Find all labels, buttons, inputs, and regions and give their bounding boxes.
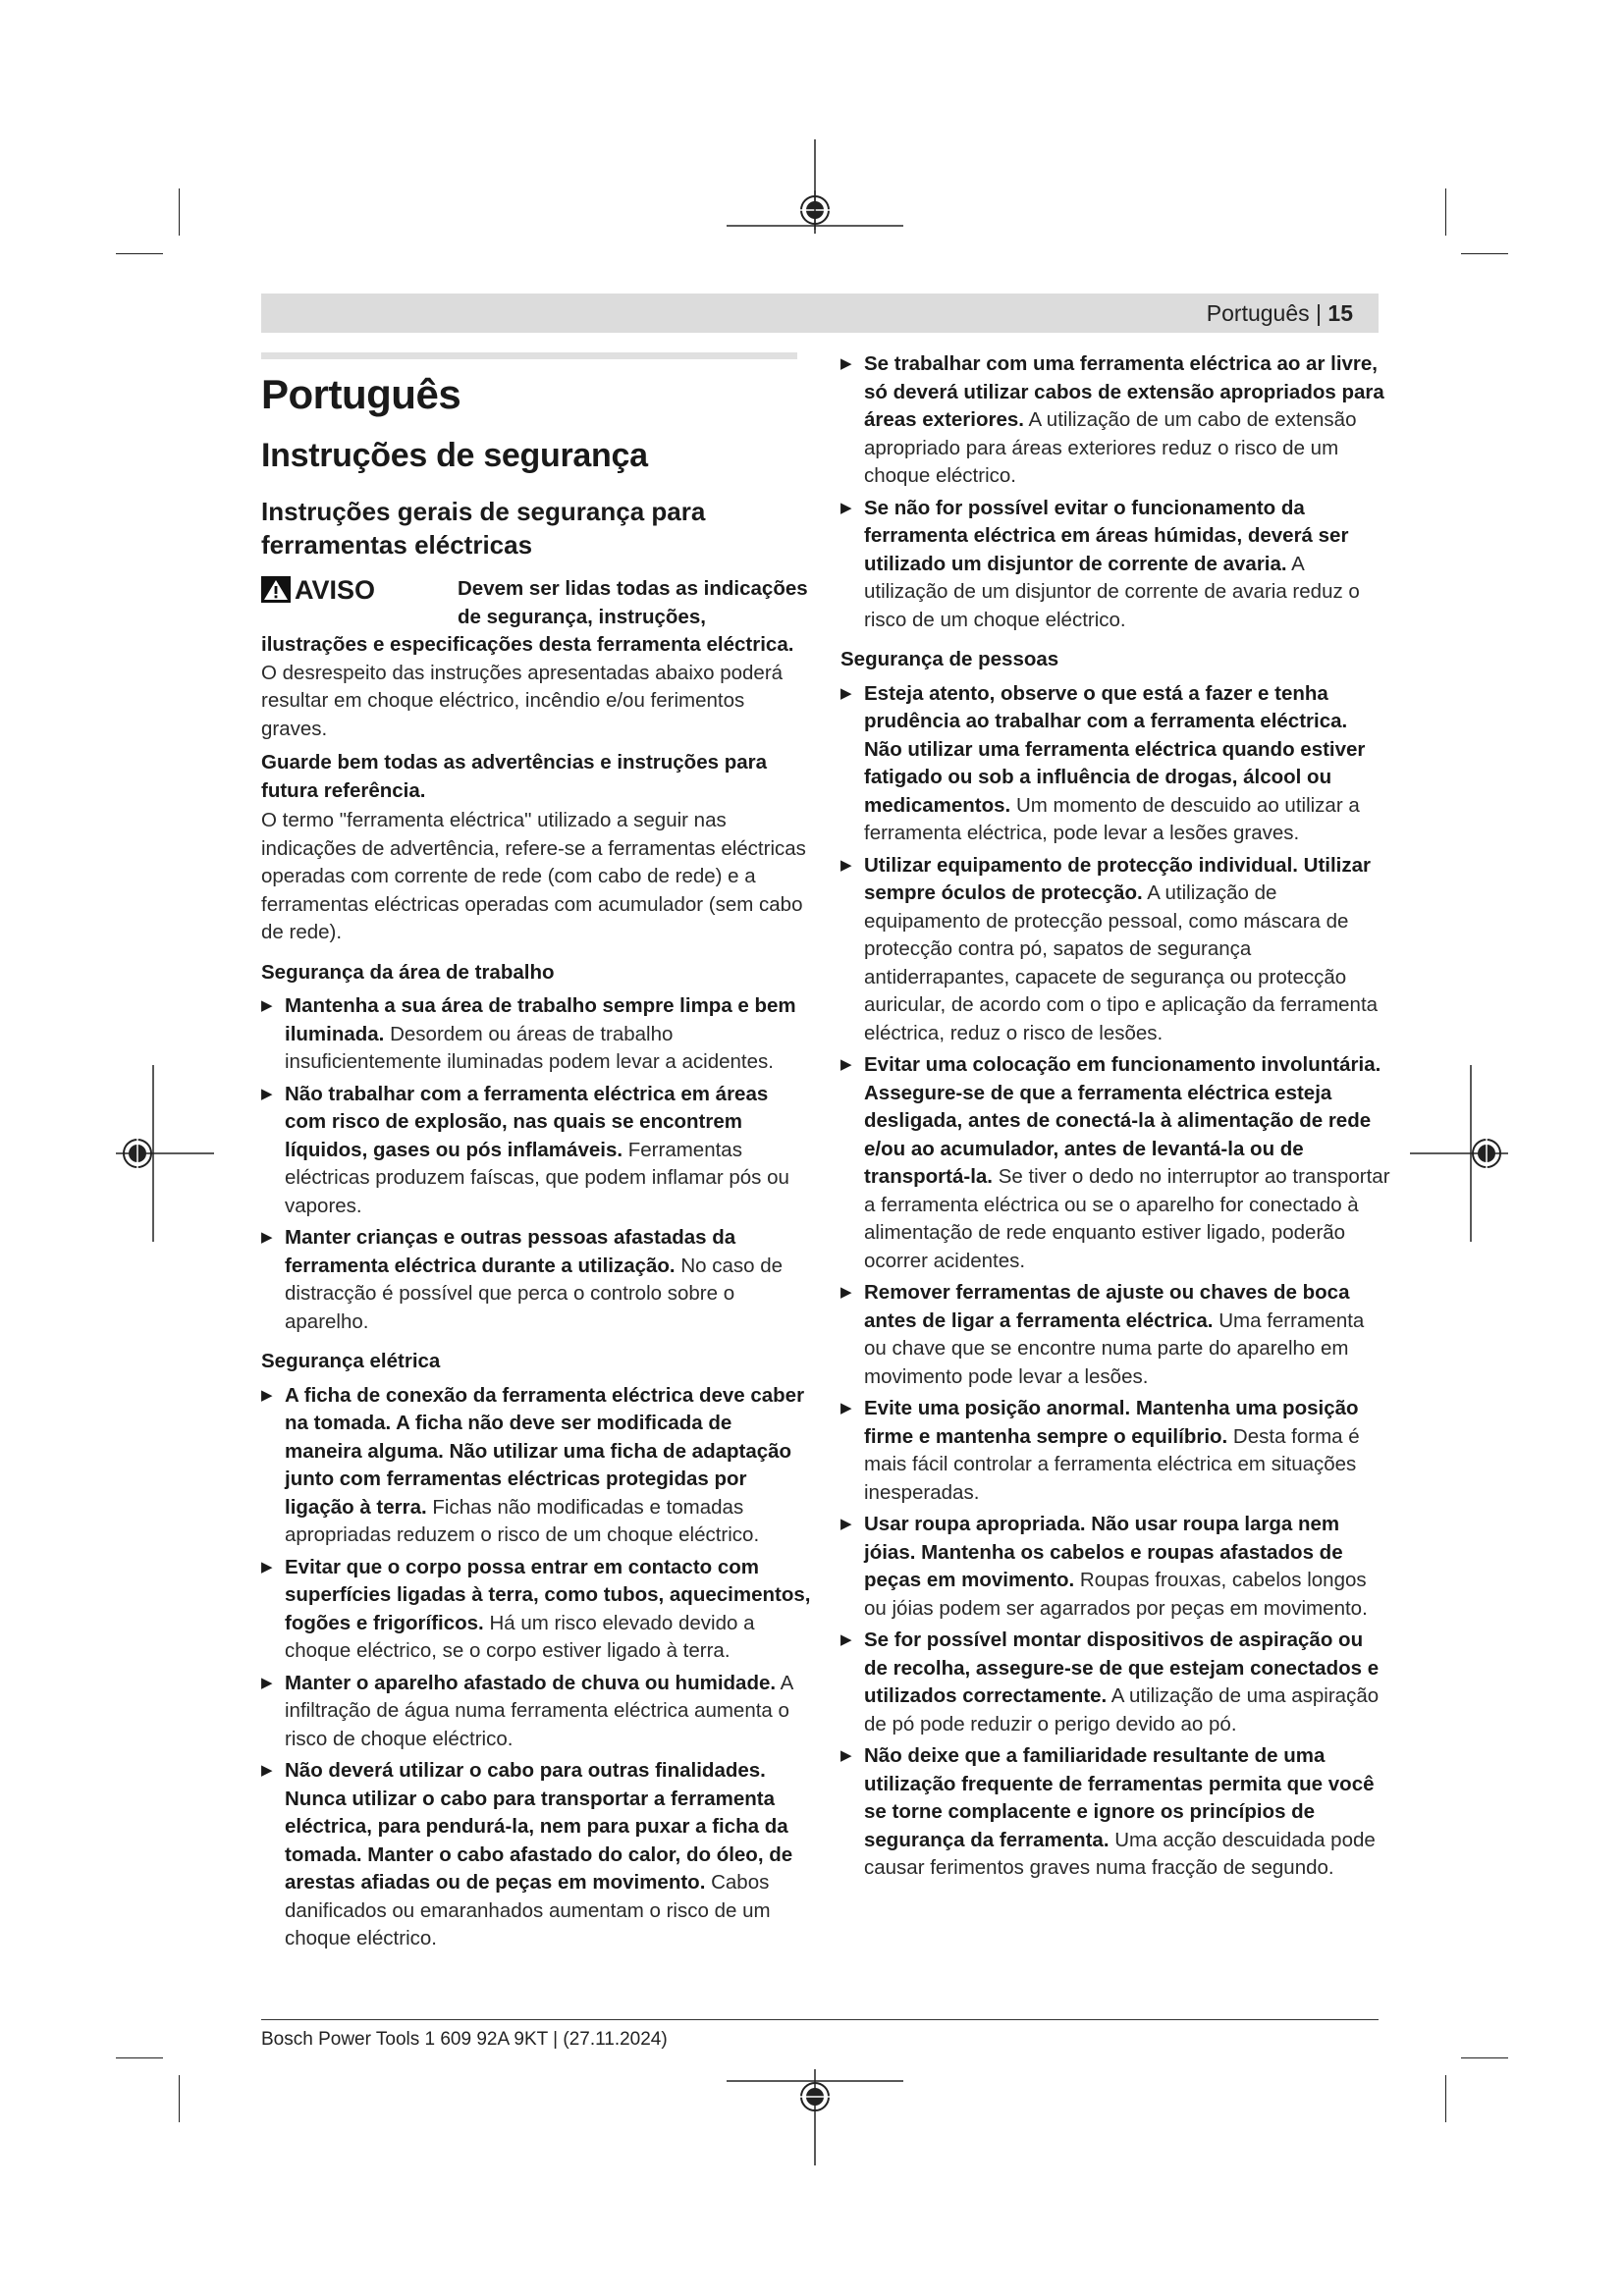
item-text: A utilização de uma aspiração de pó pode reduzir o perigo devido ao pó. [864,1684,1380,1735]
registration-mark-icon [727,137,903,236]
item-text: A utilização de equipamento de protecção pessoal, como máscara de protecção contra pó, sapatos de segurança antiderrapantes, capacete de segurança ou protecção auricular, de acordo com o tipo e aplicação da ferramenta eléctrica, reduz o risco de lesões. [864,881,1379,1044]
list-item [261,1224,811,1336]
crop-mark [179,2075,180,2122]
triangle-bullet-icon: ▶ [840,1747,852,1764]
item-text: A utilização de um disjuntor de corrente de avaria reduz o risco de um choque eléctrico. [864,552,1360,631]
list-item [840,1742,1390,1883]
triangle-bullet-icon: ▶ [261,997,273,1014]
item-text: Uma acção descuidada pode causar ferimentos graves numa fracção de segundo. [864,1828,1376,1879]
list-item [840,1395,1390,1507]
item-bold: Se for possível montar dispositivos de aspiração ou de recolha, assegure-se de que estejam conectados e utilizados correctamente. [864,1629,1380,1707]
triangle-bullet-icon: ▶ [261,1762,273,1779]
item-bold: Não deixe que a familiaridade resultante de uma utilização frequente de ferramentas permita que você se torne complacente e ignore os princípios de segurança da ferramenta. [864,1744,1375,1851]
item-text: Fichas não modificadas e tomadas apropriadas reduzem o risco de um choque eléctrico. [285,1495,760,1546]
item-text: Uma ferramenta ou chave que se encontre numa parte do aparelho em movimento pode levar a lesões. [864,1308,1365,1388]
item-bold: Utilizar equipamento de protecção individual. Utilizar sempre óculos de protecção. [864,853,1372,904]
heading-work-area: Segurança da área de trabalho [261,960,555,984]
page-header [261,294,1379,333]
keep-instructions: Guarde bem todas as advertências e instruções para futura referência. [261,751,767,802]
left-column [261,369,811,1957]
triangle-bullet-icon: ▶ [840,1400,852,1416]
crop-mark [1445,188,1446,236]
item-text: Desordem ou áreas de trabalho insuficientemente iluminadas podem levar a acidentes. [285,1022,774,1073]
column-rule [261,352,797,359]
footer-text: Bosch Power Tools 1 609 92A 9KT | (27.11.2024) [261,2029,668,2050]
item-text: A utilização de um cabo de extensão apropriado para áreas exteriores reduz o risco de um choque eléctrico. [864,408,1357,487]
list-item [840,1051,1390,1275]
list-item [840,1627,1390,1738]
page-number: 15 [1327,300,1353,326]
list-item [840,680,1390,848]
electric-list-continued [840,350,1390,634]
crop-mark [179,188,180,236]
language-title: Português [261,371,461,417]
section-title: Instruções de segurança [261,437,648,474]
item-bold: Não trabalhar com a ferramenta eléctrica em áreas com risco de explosão, nas quais se encontrem líquidos, gases ou pós inflamáveis. [285,1082,769,1161]
item-text: Ferramentas eléctricas produzem faíscas, que podem inflamar pós ou vapores. [285,1138,789,1217]
crop-mark [116,2057,163,2058]
list-item [840,350,1390,491]
triangle-bullet-icon: ▶ [261,1674,273,1691]
crop-mark [116,253,163,254]
list-item [840,852,1390,1048]
registration-mark-icon [1410,1065,1508,1242]
item-bold: Evitar uma colocação em funcionamento involuntária. Assegure-se de que a ferramenta eléctrica esteja desligada, antes de conectá-la à alimentação de rede e/ou ao acumulador, antes de levantá-la ou de transportá-la. [864,1053,1381,1188]
list-item [261,1670,811,1754]
triangle-bullet-icon: ▶ [840,1056,852,1073]
triangle-bullet-icon: ▶ [261,1386,273,1404]
item-text: Desta forma é mais fácil controlar a ferramenta eléctrica em situações inesperadas. [864,1424,1360,1504]
list-item [261,1382,811,1550]
item-bold: Se não for possível evitar o funcionamento da ferramenta eléctrica em áreas húmidas, deverá ser utilizado um disjuntor de corrente de avaria. [864,496,1349,575]
warning-text: O desrespeito das instruções apresentadas abaixo poderá resultar em choque eléctrico, incêndio e/ou ferimentos graves. [261,661,784,740]
triangle-bullet-icon: ▶ [840,684,852,702]
warning-bold-text: Devem ser lidas todas as indicações de segurança, instruções, ilustrações e especificações desta ferramenta eléctrica. [261,577,808,656]
warning-block [261,573,811,743]
item-text: Cabos danificados ou emaranhados aumentam o risco de um choque eléctrico. [285,1871,771,1949]
triangle-bullet-icon: ▶ [840,1284,852,1301]
item-text: Se tiver o dedo no interruptor ao transportar a ferramenta eléctrica ou se o aparelho for conectado à alimentação de rede enquanto estiver ligado, poderão ocorrer acidentes. [864,1165,1390,1272]
item-text: Um momento de descuido ao utilizar a ferramenta eléctrica, pode levar a lesões graves. [864,793,1360,844]
item-text: Há um risco elevado devido a choque eléctrico, se o corpo estiver ligado à terra. [285,1611,755,1662]
crop-mark [1461,253,1508,254]
item-text: Roupas frouxas, cabelos longos ou jóias podem ser agarrados por peças em movimento. [864,1569,1368,1620]
list-item [261,1554,811,1666]
registration-mark-icon [116,1065,214,1242]
triangle-bullet-icon: ▶ [840,355,852,372]
footer-rule [261,2019,1379,2020]
item-bold: Manter crianças e outras pessoas afastadas da ferramenta eléctrica durante a utilização. [285,1226,736,1277]
registration-mark-icon [727,2069,903,2167]
triangle-bullet-icon: ▶ [840,1631,852,1648]
triangle-bullet-icon: ▶ [840,1516,852,1532]
list-item [840,1279,1390,1391]
right-column [840,350,1390,1887]
crop-mark [1461,2057,1508,2058]
list-item [840,1511,1390,1623]
item-bold: Se trabalhar com uma ferramenta eléctrica ao ar livre, só deverá utilizar cabos de extensão apropriados para áreas exteriores. [864,352,1384,431]
triangle-bullet-icon: ▶ [261,1085,273,1102]
list-item [840,495,1390,635]
item-text: No caso de distracção é possível que perca o controlo sobre o aparelho. [285,1254,784,1333]
triangle-bullet-icon: ▶ [261,1558,273,1575]
list-item [261,992,811,1077]
persons-list [840,680,1390,1883]
heading-electric: Segurança elétrica [261,1350,441,1372]
header-language: Português [1206,300,1310,326]
warning-triangle-icon [261,576,291,603]
electric-list [261,1382,811,1953]
term-definition: O termo "ferramenta eléctrica" utilizado a seguir nas indicações de advertência, refere-se a ferramentas eléctricas operadas com corrente de rede (com cabo de rede) e a ferramentas eléctricas operadas com acumulador (sem cabo de rede). [261,809,806,943]
triangle-bullet-icon: ▶ [840,499,852,516]
warning-label-text: AVISO [295,575,376,605]
crop-mark [1445,2075,1446,2122]
heading-persons: Segurança de pessoas [840,648,1059,670]
item-bold: Manter o aparelho afastado de chuva ou humidade. [285,1671,777,1694]
warning-label [261,573,458,607]
triangle-bullet-icon: ▶ [840,856,852,874]
item-bold: Remover ferramentas de ajuste ou chaves de boca antes de ligar a ferramenta eléctrica. [864,1281,1350,1332]
list-item [261,1757,811,1953]
header-text: Português | 15 [1206,300,1353,326]
item-bold: Esteja atento, observe o que está a fazer e tenha prudência ao trabalhar com a ferramenta eléctrica. Não utilizar uma ferramenta eléctrica quando estiver fatigado ou sob a influência de drogas, álcool ou medicamentos. [864,681,1366,817]
subsection-title: Instruções gerais de segurança para ferramentas eléctricas [261,497,706,560]
list-item [261,1081,811,1221]
work-area-list [261,992,811,1336]
item-bold: Mantenha a sua área de trabalho sempre limpa e bem iluminada. [285,994,796,1045]
item-bold: A ficha de conexão da ferramenta eléctrica deve caber na tomada. A ficha não deve ser modificada de maneira alguma. Não utilizar uma ficha de adaptação junto com ferramentas eléctricas protegidas por ligação à terra. [285,1383,805,1519]
triangle-bullet-icon: ▶ [261,1229,273,1246]
item-bold: Evitar que o corpo possa entrar em contacto com superfícies ligadas à terra, como tubos, aquecimentos, fogões e frigoríficos. [285,1555,811,1634]
item-bold: Evite uma posição anormal. Mantenha uma posição firme e mantenha sempre o equilíbrio. [864,1397,1359,1448]
item-bold: Não deverá utilizar o cabo para outras finalidades. Nunca utilizar o cabo para transportar a ferramenta eléctrica, para pendurá-la, nem para puxar a ficha da tomada. Manter o cabo afastado do calor, do óleo, de arestas afiadas ou de peças em movimento. [285,1759,793,1894]
item-text: A infiltração de água numa ferramenta eléctrica aumenta o risco de choque eléctrico. [285,1671,793,1750]
item-bold: Usar roupa apropriada. Não usar roupa larga nem jóias. Mantenha os cabelos e roupas afastados de peças em movimento. [864,1513,1343,1591]
